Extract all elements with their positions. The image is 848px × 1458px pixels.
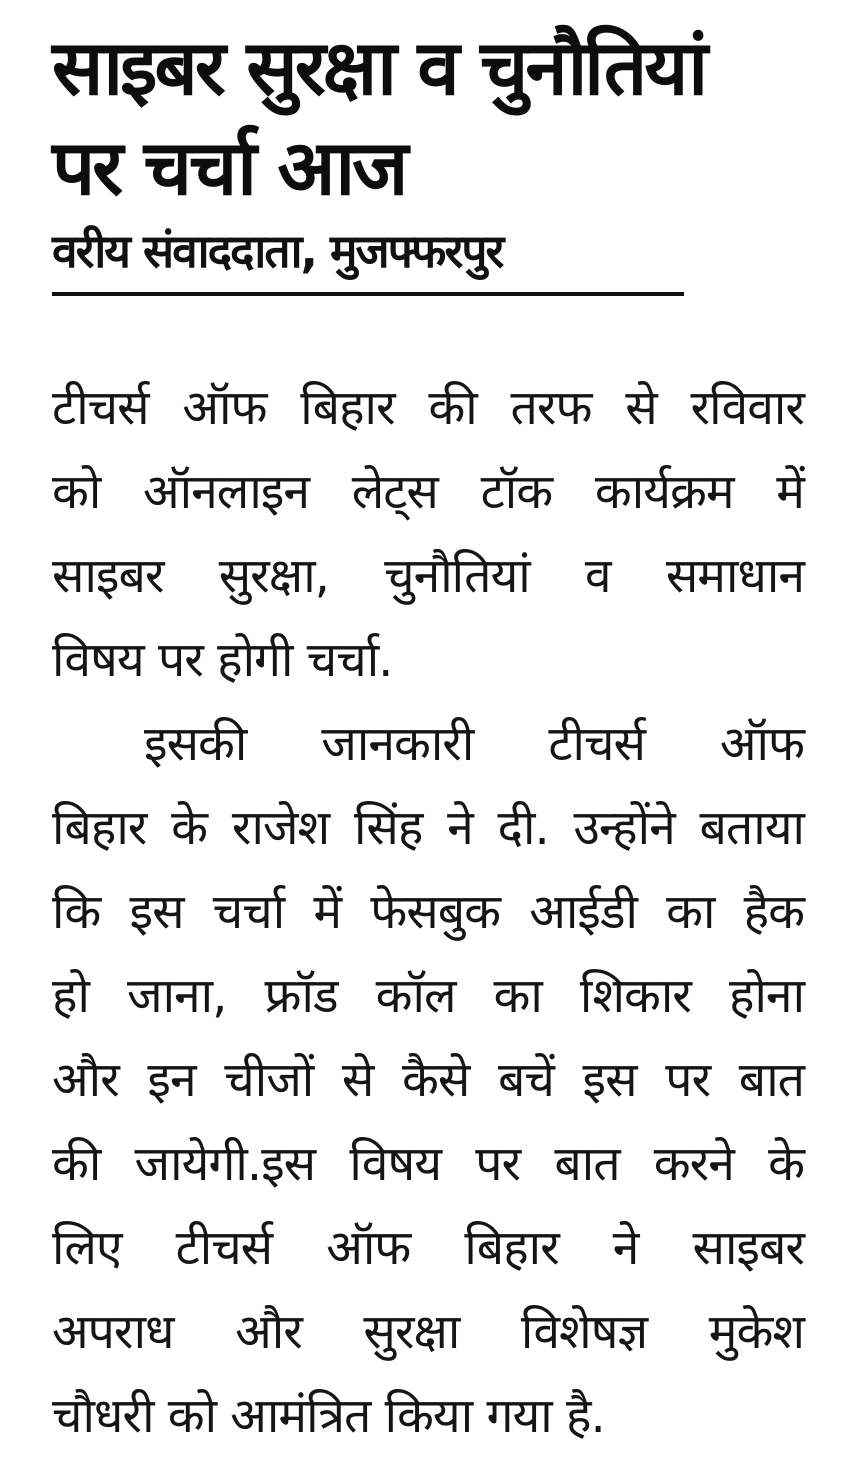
paragraph-line: चौधरी को आमंत्रित किया गया है. [52,1388,605,1444]
paragraph-line: इसकी जानकारी टीचर्स ऑफ [144,716,804,772]
paragraph-line: विषय पर होगी चर्चा. [52,632,393,688]
paragraph-line: की जायेगी.इस विषय पर बात करने के [52,1136,804,1192]
paragraph-line: हो जाना, फ्रॉड कॉल का शिकार होना [52,968,804,1024]
paragraph-line: बिहार के राजेश सिंह ने दी. उन्होंने बताया [52,800,804,856]
byline: वरीय संवाददाता, मुजफ्फरपुर [52,218,684,296]
paragraph-line: को ऑनलाइन लेट्स टॉक कार्यक्रम में [52,464,804,520]
paragraph-line: लिए टीचर्स ऑफ बिहार ने साइबर [52,1220,804,1276]
headline-line: पर चर्चा आज [52,123,406,212]
paragraph [52,702,804,1458]
paragraph [52,366,804,702]
article-body [52,366,804,1458]
paragraph-line: साइबर सुरक्षा, चुनौतियां व समाधान [52,548,804,604]
paragraph-line: टीचर्स ऑफ बिहार की तरफ से रविवार [52,380,804,436]
paragraph-line: अपराध और सुरक्षा विशेषज्ञ मुकेश [52,1304,804,1360]
paragraph-line: और इन चीजों से कैसे बचें इस पर बात [52,1052,804,1108]
paragraph-line: कि इस चर्चा में फेसबुक आईडी का हैक [52,884,804,940]
headline-line: साइबर सुरक्षा व चुनौतियां [52,23,706,112]
headline [52,18,812,218]
